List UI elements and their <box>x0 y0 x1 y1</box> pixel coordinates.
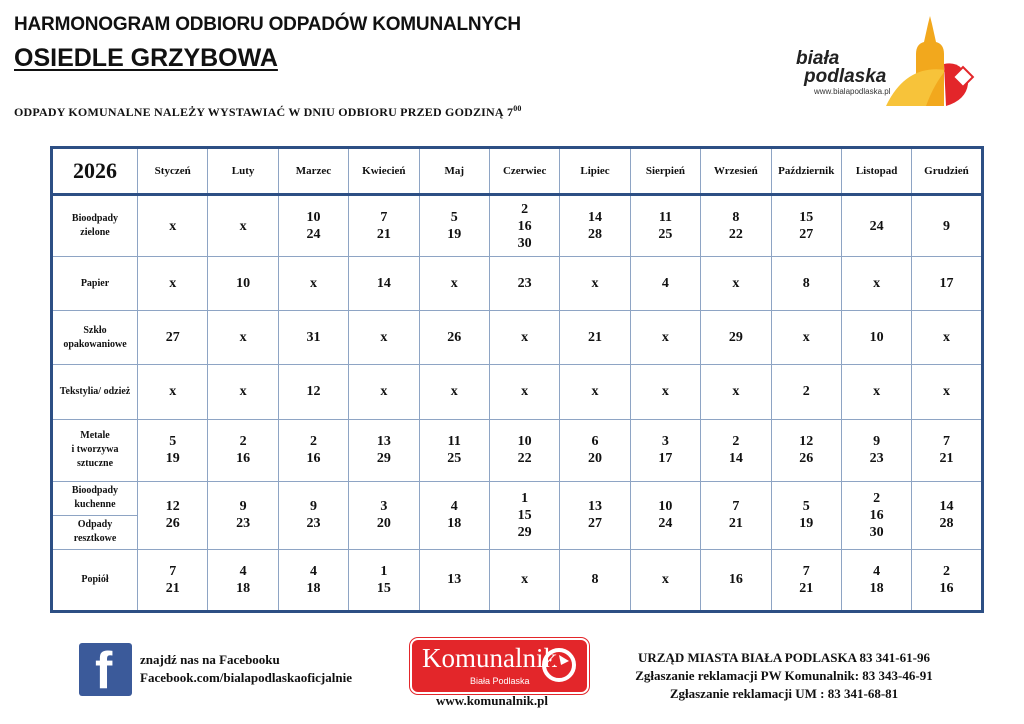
month-header-row <box>52 148 983 195</box>
pickup-dates-cell: 16 <box>701 549 771 611</box>
pickup-dates-cell: x <box>912 311 982 365</box>
pickup-dates-cell: 11 25 <box>630 195 700 257</box>
pickup-dates-cell: 7 21 <box>138 549 208 611</box>
pickup-dates-cell: 5 19 <box>771 481 841 549</box>
month-header: Grudzień <box>912 148 982 195</box>
pickup-dates-cell: x <box>208 195 278 257</box>
pickup-dates-cell: 12 <box>278 365 348 419</box>
schedule-body <box>52 195 983 612</box>
pickup-dates-cell: 5 19 <box>138 419 208 481</box>
table-row <box>52 481 983 549</box>
waste-category: Tekstylia/ odzież <box>52 365 138 419</box>
pickup-dates-cell: 27 <box>138 311 208 365</box>
city-tower-icon <box>886 14 982 106</box>
pickup-dates-cell: 4 18 <box>208 549 278 611</box>
pickup-dates-cell: 2 16 <box>912 549 982 611</box>
pickup-dates-cell: x <box>278 257 348 311</box>
pickup-dates-cell: x <box>138 365 208 419</box>
pickup-dates-cell: 3 20 <box>349 481 419 549</box>
contact-info <box>606 649 962 703</box>
month-header: Kwiecień <box>349 148 419 195</box>
pickup-dates-cell: 1 15 29 <box>489 481 559 549</box>
table-row <box>52 549 983 611</box>
pickup-dates-cell: x <box>208 311 278 365</box>
logo-line1: biała <box>796 48 840 69</box>
facebook-link[interactable]: Facebook.com/bialapodlaskaoficjalnie <box>140 670 352 685</box>
pickup-dates-cell: x <box>489 549 559 611</box>
waste-category <box>52 481 138 549</box>
pickup-dates-cell: 3 17 <box>630 419 700 481</box>
waste-category: Szkło opakowaniowe <box>52 311 138 365</box>
table-row <box>52 419 983 481</box>
pickup-dates-cell: x <box>630 311 700 365</box>
pickup-dates-cell: 10 22 <box>489 419 559 481</box>
collection-notice <box>14 104 522 120</box>
waste-category-top: Bioodpady kuchenne <box>53 482 137 516</box>
page-title: HARMONOGRAM ODBIORU ODPADÓW KOMUNALNYCH <box>14 14 521 35</box>
pickup-dates-cell: x <box>489 365 559 419</box>
pickup-dates-cell: 31 <box>278 311 348 365</box>
logo-url: www.bialapodlaska.pl <box>814 87 891 96</box>
month-header: Sierpień <box>630 148 700 195</box>
pickup-dates-cell: 9 <box>912 195 982 257</box>
month-header: Październik <box>771 148 841 195</box>
month-header: Wrzesień <box>701 148 771 195</box>
pickup-dates-cell: 2 <box>771 365 841 419</box>
year-cell: 2026 <box>52 148 138 195</box>
pickup-dates-cell: 10 24 <box>278 195 348 257</box>
pickup-dates-cell: 24 <box>841 195 911 257</box>
pickup-dates-cell: 14 <box>349 257 419 311</box>
pickup-dates-cell: 8 <box>771 257 841 311</box>
collection-schedule-table <box>50 146 984 613</box>
pickup-dates-cell: x <box>138 257 208 311</box>
pickup-dates-cell: 10 <box>841 311 911 365</box>
logo-line2: podlaska <box>804 66 887 87</box>
pickup-dates-cell: x <box>912 365 982 419</box>
month-header: Marzec <box>278 148 348 195</box>
facebook-icon[interactable]: f <box>79 643 132 696</box>
pickup-dates-cell: x <box>349 365 419 419</box>
month-header: Maj <box>419 148 489 195</box>
pickup-dates-cell: 10 <box>208 257 278 311</box>
page-subtitle: OSIEDLE GRZYBOWA <box>14 44 278 72</box>
pickup-dates-cell: 2 16 <box>208 419 278 481</box>
contact-line: Zgłaszanie reklamacji PW Komunalnik: 83 343-46-91 <box>635 668 933 683</box>
pickup-dates-cell: x <box>771 311 841 365</box>
month-header: Czerwiec <box>489 148 559 195</box>
pickup-dates-cell: x <box>419 365 489 419</box>
pickup-dates-cell: 11 25 <box>419 419 489 481</box>
pickup-dates-cell: 14 28 <box>912 481 982 549</box>
pickup-dates-cell: x <box>208 365 278 419</box>
month-header: Luty <box>208 148 278 195</box>
komunalnik-name: Komunalnik <box>422 643 557 673</box>
notice-text: ODPADY KOMUNALNE NALEŻY WYSTAWIAĆ W DNIU ODBIORU PRZED GODZINĄ 7 <box>14 105 514 119</box>
pickup-dates-cell: 13 <box>419 549 489 611</box>
table-row <box>52 195 983 257</box>
waste-category: Popiół <box>52 549 138 611</box>
pickup-dates-cell: 26 <box>419 311 489 365</box>
notice-time-sup: 00 <box>513 104 522 113</box>
table-row <box>52 311 983 365</box>
pickup-dates-cell: x <box>841 257 911 311</box>
contact-line: URZĄD MIASTA BIAŁA PODLASKA 83 341-61-96 <box>638 650 930 665</box>
pickup-dates-cell: 8 <box>560 549 630 611</box>
pickup-dates-cell: 10 24 <box>630 481 700 549</box>
pickup-dates-cell: 5 19 <box>419 195 489 257</box>
pickup-dates-cell: 15 27 <box>771 195 841 257</box>
pickup-dates-cell: 2 16 30 <box>489 195 559 257</box>
pickup-dates-cell: x <box>560 257 630 311</box>
pickup-dates-cell: 6 20 <box>560 419 630 481</box>
city-logo <box>790 14 980 106</box>
waste-category-bottom: Odpady resztkowe <box>73 519 117 545</box>
pickup-dates-cell: x <box>701 257 771 311</box>
pickup-dates-cell: 7 21 <box>349 195 419 257</box>
pickup-dates-cell: 29 <box>701 311 771 365</box>
facebook-line1: znajdź nas na Facebooku <box>140 652 280 667</box>
pickup-dates-cell: 17 <box>912 257 982 311</box>
pickup-dates-cell: x <box>138 195 208 257</box>
pickup-dates-cell: 13 29 <box>349 419 419 481</box>
month-header: Styczeń <box>138 148 208 195</box>
pickup-dates-cell: x <box>349 311 419 365</box>
pickup-dates-cell: 7 21 <box>771 549 841 611</box>
pickup-dates-cell: 7 21 <box>912 419 982 481</box>
pickup-dates-cell: 14 28 <box>560 195 630 257</box>
pickup-dates-cell: 8 22 <box>701 195 771 257</box>
pickup-dates-cell: 4 18 <box>278 549 348 611</box>
facebook-info <box>140 651 352 687</box>
komunalnik-logo <box>410 638 589 694</box>
pickup-dates-cell: 7 21 <box>701 481 771 549</box>
pickup-dates-cell: x <box>489 311 559 365</box>
komunalnik-url[interactable]: www.komunalnik.pl <box>436 693 548 708</box>
table-row <box>52 365 983 419</box>
pickup-dates-cell: x <box>560 365 630 419</box>
pickup-dates-cell: 23 <box>489 257 559 311</box>
pickup-dates-cell: x <box>630 549 700 611</box>
pickup-dates-cell: x <box>841 365 911 419</box>
pickup-dates-cell: 9 23 <box>278 481 348 549</box>
pickup-dates-cell: 21 <box>560 311 630 365</box>
pickup-dates-cell: x <box>419 257 489 311</box>
pickup-dates-cell: 9 23 <box>208 481 278 549</box>
pickup-dates-cell: 12 26 <box>138 481 208 549</box>
waste-category: Metale i tworzywa sztuczne <box>52 419 138 481</box>
contact-line: Zgłaszanie reklamacji UM : 83 341-68-81 <box>669 686 899 701</box>
pickup-dates-cell: 9 23 <box>841 419 911 481</box>
pickup-dates-cell: 4 18 <box>419 481 489 549</box>
pickup-dates-cell: 2 16 <box>278 419 348 481</box>
recycle-swirl-icon <box>541 647 577 683</box>
pickup-dates-cell: 4 18 <box>841 549 911 611</box>
month-header: Listopad <box>841 148 911 195</box>
pickup-dates-cell: x <box>630 365 700 419</box>
pickup-dates-cell: 2 16 30 <box>841 481 911 549</box>
month-header: Lipiec <box>560 148 630 195</box>
pickup-dates-cell: 4 <box>630 257 700 311</box>
waste-category: Bioodpady zielone <box>52 195 138 257</box>
komunalnik-sub: Biała Podlaska <box>470 676 530 686</box>
pickup-dates-cell: 13 27 <box>560 481 630 549</box>
pickup-dates-cell: 12 26 <box>771 419 841 481</box>
pickup-dates-cell: 2 14 <box>701 419 771 481</box>
pickup-dates-cell: 1 15 <box>349 549 419 611</box>
pickup-dates-cell: x <box>701 365 771 419</box>
waste-category: Papier <box>52 257 138 311</box>
table-row <box>52 257 983 311</box>
